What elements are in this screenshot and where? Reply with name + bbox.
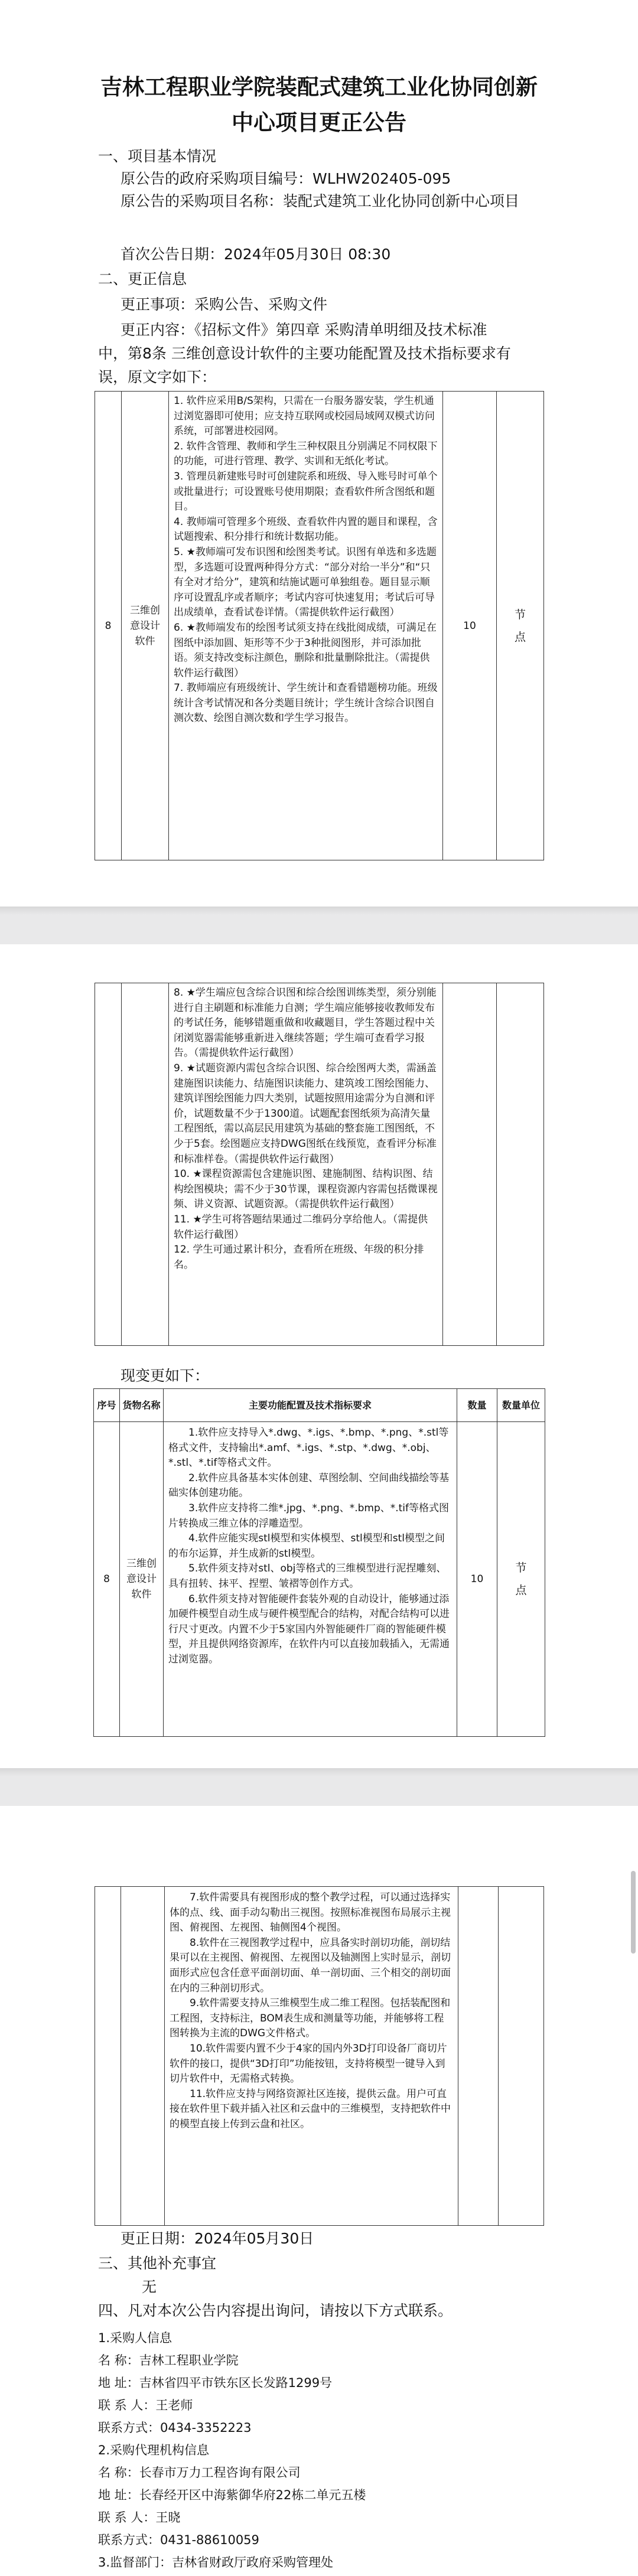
spec-line: 10. ★课程资源需包含建施识图、建施制图、结构识图、结构绘图模块；需不少于30节课，课程资源内容需包括微课视频、讲义资源、试题资源。（需提供软件运行截图） [174,1168,438,1211]
spec-list [165,1887,458,2132]
section-3-value: 无 [142,2278,157,2295]
spec-line: 1.软件应支持导入*.dwg、*.igs、*.bmp、*.png、*.stl等格式文件，支持输出*.amf、*.igs、*.stp、*.dwg、*.obj、*.stl、*.tif等格式文件。 [168,1427,449,1469]
spec-line: 5. ★教师端可发布识图和绘图类考试。识图有单选和多选题型，多选题可设置两种得分方式：“部分对给一半分”和“只有全对才给分”，建筑和结施试题可单独组卷。题目显示顺序可设置乱序或者顺序；考试内容可快速复用；考试后可导出成绩单，查看试卷详情。（需提供软件运行截图） [174,546,437,619]
spec-list [164,1422,457,1668]
spec-line: 3. 管理员新建账号时可创建院系和班级、导入账号时可单个或批量进行；可设置账号使用期限；查看软件所含图纸和题目。 [174,470,438,513]
spec-cell [169,392,443,860]
spec-line: 6. ★教师端发布的绘图考试须支持在线批阅成绩，可满足在图纸中添加圆、矩形等不少于3种批阅图形，并可添加批语。须支持改变标注颜色，删除和批量删除批注。（需提供软件运行截图） [174,621,437,679]
purchaser-title: 1.采购人信息 [98,2331,172,2345]
scrollbar-thumb[interactable] [631,1871,636,1954]
spec-line: 8.软件在三视图教学过程中，应具备实时剖切功能，剖切结果可以在主视图、俯视图、左视图以及轴测图上实时显示，剖切面形式应包含任意平面剖切面、单一剖切面、三个相交的剖切面在内的三种剖切形式。 [170,1936,451,1994]
update-date: 更正日期：2024年05月30日 [121,2230,314,2247]
row-number: 8 [94,1422,120,1737]
update-content-line-1: 更正内容：《招标文件》第四章 采购清单明细及技术标准 [121,321,487,338]
header-goods-name: 货物名称 [120,1389,164,1422]
purchaser-phone: 联系方式：0434-3352223 [98,2421,252,2435]
spec-line: 9.软件需要支持从三维模型生成二维工程图。包括装配图和工程图，支持标注，BOM表生成和测量等功能，并能够将工程图转换为主流的DWG文件格式。 [170,1997,451,2040]
revised-spec-table-continued [95,1886,544,2226]
spec-cell [164,1422,457,1737]
spec-line: 4.软件应能实现stl模型和实体模型、stl模型和stl模型之间的布尔运算，并生成新的stl模型。 [168,1532,445,1560]
section-4-heading: 四、凡对本次公告内容提出询问，请按以下方式联系。 [98,2302,453,2319]
spec-cell [165,1887,458,2226]
change-intro: 现变更如下： [121,1367,210,1384]
agency-name: 名 称：长春市万力工程咨询有限公司 [98,2466,301,2480]
revised-spec-table [93,1388,545,1737]
quantity: 10 [457,1422,497,1737]
spec-line: 11.软件应支持与网络资源社区连接，提供云盘。用户可直接在软件里下载并插入社区和云盘中的三维模型，支持把软件中的模型直接上传到云盘和社区。 [170,2088,451,2130]
project-name-label: 原公告的采购项目名称：装配式建筑工业化协同创新中心项目 [121,193,520,210]
spec-line: 11. ★学生可将答题结果通过二维码分享给他人。（需提供软件运行截图） [174,1213,428,1241]
section-3-heading: 三、其他补充事宜 [98,2255,217,2272]
spec-line: 10.软件需要内置不少于4家的国内外3D打印设备厂商切片软件的接口，提供“3D打印”功能按钮，支持将模型一键导入到切片软件中，无需格式转换。 [170,2042,447,2085]
procurement-number: 原公告的政府采购项目编号：WLHW202405-095 [121,170,451,187]
header-unit: 数量单位 [497,1389,545,1422]
page-2 [0,944,638,1768]
agency-contact: 联 系 人：王晓 [98,2510,181,2525]
page-3 [0,1806,638,2576]
spec-list [169,983,442,1275]
page-1 [0,0,638,907]
update-content-line-3: 误，原文字如下： [98,369,217,386]
agency-address: 地 址：长春经开区中海紫御华府22栋二单元五楼 [98,2488,366,2502]
spec-line: 3.软件应支持将二维*.jpg、*.png、*.bmp、*.tif等格式图片转换成三维立体的浮雕造型。 [168,1502,450,1530]
agency-phone: 联系方式：0431-88610059 [98,2533,259,2547]
header-spec: 主要功能配置及技术指标要求 [164,1389,457,1422]
update-items: 更正事项：采购公告、采购文件 [121,296,328,313]
unit: 节点 [497,392,544,860]
spec-line: 2. 软件含管理、教师和学生三种权限且分别满足不同权限下的功能，可进行管理、教学、实训和无纸化考试。 [174,440,438,468]
row-number: 8 [95,392,122,860]
header-number: 序号 [94,1389,120,1422]
update-content-line-2: 中，第8条 三维创意设计软件的主要功能配置及技术指标要求有 [98,345,511,362]
section-1-heading: 一、项目基本情况 [98,148,217,165]
spec-line: 6.软件须支持对智能硬件套装外观的自动设计，能够通过添加硬件模型自动生成与硬件模型配合的结构，对配合结构可以进行尺寸更改。内置不少于5家国内外智能硬件厂商的智能硬件模型，并且提供网络资源库，在软件内可以直接加载插入，无需通过浏览器。 [168,1593,450,1665]
section-2-heading: 二、更正信息 [98,270,187,288]
spec-line: 4. 教师端可管理多个班级、查看软件内置的题目和课程，含试题搜索、积分排行和统计数据功能。 [174,516,438,543]
original-spec-table-continued [95,983,544,1346]
purchaser-name: 名 称：吉林工程职业学院 [98,2353,239,2368]
purchaser-address: 地 址：吉林省四平市铁东区长发路1299号 [98,2376,333,2390]
spec-cell [169,983,443,1346]
quantity: 10 [443,392,497,860]
original-spec-table [95,391,544,860]
goods-name: 三维创意设计软件 [120,1422,164,1737]
spec-line: 7.软件需要具有视图形成的整个教学过程，可以通过选择实体的点、线、面手动勾勒出三视图。按照标准视图布局展示主视图、俯视图、左视图、轴侧图4个视图。 [170,1892,451,1934]
spec-list [169,392,442,729]
spec-line: 7. 教师端应有班级统计、学生统计和查看错题榜功能。班级统计含考试情况和各分类题目统计；学生统计含综合识图自测次数、绘图自测次数和学生学习报告。 [174,682,438,725]
supervisor: 3.监督部门：吉林省财政厅政府采购管理处 [98,2555,334,2570]
header-quantity: 数量 [457,1389,497,1422]
spec-line: 12. 学生可通过累计积分，查看所在班级、年级的积分排名。 [174,1244,424,1271]
first-announcement-date: 首次公告日期：2024年05月30日 08:30 [121,246,391,263]
spec-line: 8. ★学生端应包含综合识图和综合绘图训练类型，须分别能进行自主刷题和标准能力自测；学生端应能够接收教师发布的考试任务，能够错题重做和收藏题目，学生答题过程中关闭浏览器需能够重新进入继续答题；学生端可查看学习报告。（需提供软件运行截图） [174,987,437,1059]
page-gap [0,907,638,944]
spec-line: 5.软件须支持对stl、obj等格式的三维模型进行泥捏雕刻、具有扭转、抹平、捏塑、皱褶等创作方式。 [168,1563,447,1590]
agency-title: 2.采购代理机构信息 [98,2443,210,2457]
purchaser-contact: 联 系 人：王老师 [98,2398,193,2412]
page-gap [0,1768,638,1806]
spec-line: 9. ★试题资源内需包含综合识图、综合绘图两大类，需涵盖建施图识读能力、结施图识读能力、建筑竣工图绘图能力、建筑详图绘图能力四大类别，试题按照用途需分为自测和评价，试题数量不少于1300道。试题配套图纸须为高清矢量工程图纸，需以高层民用建筑为基础的整套施工图图纸，不少于5套。绘图题应支持DWG图纸在线预览，查看评分标准和标准样卷。（需提供软件运行截图） [174,1062,437,1165]
page-title: 吉林工程职业学院装配式建筑工业化协同创新中心项目更正公告 [100,74,538,135]
goods-name: 三维创意设计软件 [122,392,169,860]
spec-line: 1. 软件应采用B/S架构，只需在一台服务器安装，学生机通过浏览器即可使用；应支持互联网或校园局域网双模式访问系统，可部署进校园网。 [174,395,435,438]
spec-line: 2.软件应具备基本实体创建、草图绘制、空间曲线描绘等基础实体创建功能。 [168,1472,450,1499]
unit: 节点 [497,1422,545,1737]
